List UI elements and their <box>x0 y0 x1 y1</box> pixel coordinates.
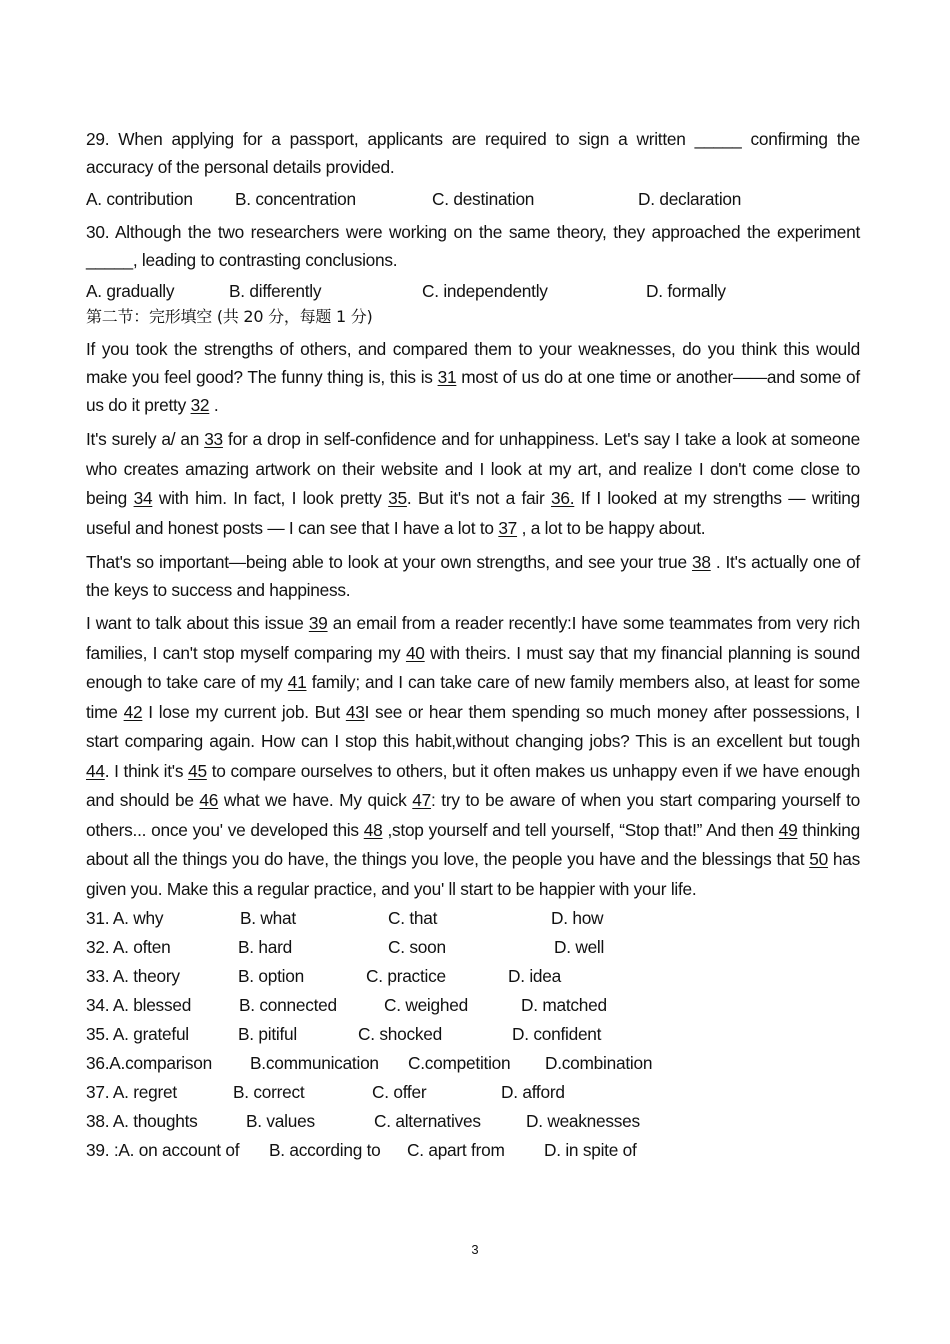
passage-text: That's so important—being able to look at your own strengths, and see your true <box>86 552 687 572</box>
option-37-c: C. offer <box>372 1082 427 1102</box>
passage-paragraph-2 <box>86 425 860 543</box>
passage-text: I want to talk about this issue <box>86 613 304 633</box>
blank-41: 41 <box>287 672 307 692</box>
option-31-c: C. that <box>388 908 438 928</box>
option-33-b: B. option <box>238 966 304 986</box>
options-35 <box>86 1020 860 1049</box>
passage-text: I see or hear them spending so much money after possessions, I start comparing again. How can I stop this habit,without changing jobs? This is an excellent but tough <box>86 701 860 751</box>
passage-text: . <box>213 395 219 415</box>
q30-option-d: D. formally <box>646 281 726 301</box>
blank-35: 35 <box>388 488 407 508</box>
option-38-a: 38. A. thoughts <box>86 1111 198 1131</box>
q29-options <box>86 186 860 213</box>
option-34-d: D. matched <box>521 995 607 1015</box>
option-35-c: C. shocked <box>358 1024 442 1044</box>
option-32-a: 32. A. often <box>86 937 171 957</box>
passage-text: an email from a reader recently:I have some teammates from very rich families, I can't stop myself comparing my <box>86 613 860 663</box>
blank-31: 31 <box>437 367 457 387</box>
option-38-b: B. values <box>246 1111 315 1131</box>
option-33-d: D. idea <box>508 966 562 986</box>
option-36-a: 36.A.comparison <box>86 1053 212 1073</box>
option-39-d: D. in spite of <box>544 1140 637 1160</box>
blank-33: 33 <box>204 429 223 449</box>
passage-text: , a lot to be happy about. <box>521 517 706 538</box>
q29-option-c: C. destination <box>432 189 535 209</box>
blank-48: 48 <box>363 819 383 840</box>
blank-40: 40 <box>405 642 425 663</box>
passage-text: . But it's not a fair <box>406 488 545 508</box>
exam-page <box>86 126 860 1165</box>
option-31-d: D. how <box>551 908 604 928</box>
blank-38: 38 <box>691 552 711 572</box>
passage-text: with theirs. I must say that my financial planning is sound enough to take care of my <box>86 642 860 692</box>
q30-option-a: A. gradually <box>86 281 175 301</box>
blank-47: 47 <box>412 790 432 810</box>
blank-46: 46 <box>199 790 219 810</box>
passage-text: If you took the strengths of others, and compared them to your weaknesses, do you think this would make you feel good? The funny thing is, this is <box>86 339 860 387</box>
blank-37: 37 <box>498 517 518 538</box>
question-30 <box>86 219 860 274</box>
option-34-c: C. weighed <box>384 995 468 1015</box>
option-31-b: B. what <box>240 908 296 928</box>
option-37-b: B. correct <box>233 1082 305 1102</box>
q30-blank: _____ <box>86 249 133 270</box>
option-33-c: C. practice <box>366 966 446 986</box>
options-33 <box>86 962 860 991</box>
q29-option-d: D. declaration <box>638 189 742 209</box>
options-32 <box>86 933 860 962</box>
blank-32: 32 <box>190 395 210 415</box>
blank-42: 42 <box>123 701 143 722</box>
q30-option-c: C. independently <box>422 281 548 301</box>
blank-50: 50 <box>809 849 828 869</box>
option-37-d: D. afford <box>501 1082 565 1102</box>
passage-text: thinking about all the things you do have, the things you love, the people you have and the blessings that <box>86 819 860 869</box>
passage-text: most of us do at one time or another——and some of us do it pretty <box>86 367 860 415</box>
passage-text: : try to be aware of when you start comparing yourself to others... once you' ve developed this <box>86 790 860 840</box>
question-29 <box>86 126 860 181</box>
q29-option-b: B. concentration <box>235 189 356 209</box>
options-34 <box>86 991 860 1020</box>
option-32-b: B. hard <box>238 937 292 957</box>
option-36-b: B.communication <box>250 1053 379 1073</box>
q29-stem: 29. When applying for a passport, applicants are required to sign a written <box>86 129 686 149</box>
option-35-a: 35. A. grateful <box>86 1024 189 1044</box>
passage-paragraph-1 <box>86 335 860 419</box>
passage-text: If I looked at my strengths — writing useful and honest posts — I can see that I have a lot to <box>86 488 861 538</box>
q29-stem-end: confirming the accuracy of the personal details provided. <box>86 129 860 177</box>
page-number: 3 <box>471 1242 479 1257</box>
option-35-b: B. pitiful <box>238 1024 297 1044</box>
options-37 <box>86 1078 860 1107</box>
passage-text: to compare ourselves to others, but it often makes us unhappy even if we have enough and should be <box>86 760 860 810</box>
option-32-d: D. well <box>554 937 605 957</box>
option-38-c: C. alternatives <box>374 1111 481 1131</box>
option-34-a: 34. A. blessed <box>86 995 192 1015</box>
passage-text: what we have. My quick <box>223 790 407 810</box>
passage-text: ,stop yourself and tell yourself, “Stop that!” And then <box>387 819 774 840</box>
option-32-c: C. soon <box>388 937 446 957</box>
passage-text: has given you. Make this a regular practice, and you' ll start to be happier with your life. <box>86 849 860 899</box>
options-38 <box>86 1107 860 1136</box>
option-38-d: D. weaknesses <box>526 1111 640 1131</box>
option-35-d: D. confident <box>512 1024 602 1044</box>
passage-paragraph-4 <box>86 609 860 904</box>
blank-43: 43 <box>345 701 365 722</box>
options-36 <box>86 1049 860 1078</box>
q30-option-b: B. differently <box>229 281 322 301</box>
option-39-b: B. according to <box>269 1140 381 1160</box>
option-39-a: 39. :A. on account of <box>86 1140 240 1160</box>
option-31-a: 31. A. why <box>86 908 164 928</box>
passage-text: It's surely a/ an <box>86 429 200 449</box>
option-33-a: 33. A. theory <box>86 966 180 986</box>
options-31 <box>86 904 860 933</box>
passage-text: for a drop in self-confidence and for unhappiness. Let's say I take a look at someone who creates amazing artwork on their website and I look at my art, and realize I don't come close to being <box>86 429 860 508</box>
q29-blank: _____ <box>694 129 742 149</box>
option-34-b: B. connected <box>239 995 337 1015</box>
section-title: 第二节：完形填空 (共 20 分，每题 1 分) <box>86 307 373 326</box>
passage-text: . I think it's <box>104 760 184 781</box>
q29-option-a: A. contribution <box>86 189 193 209</box>
q30-options <box>86 278 860 305</box>
blank-34: 34 <box>133 488 153 508</box>
passage-text: I lose my current job. But <box>148 701 340 722</box>
blank-44: 44 <box>86 760 105 781</box>
passage-text: . It's actually one of the keys to success and happiness. <box>86 552 860 600</box>
blank-39: 39 <box>308 613 328 633</box>
q30-stem: 30. Although the two researchers were working on the same theory, they approached the experiment <box>86 222 860 242</box>
option-36-c: C.competition <box>408 1053 511 1073</box>
options-39 <box>86 1136 860 1165</box>
option-37-a: 37. A. regret <box>86 1082 177 1102</box>
q30-stem-end: , leading to contrasting conclusions. <box>132 249 398 270</box>
passage-paragraph-3 <box>86 549 860 604</box>
blank-45: 45 <box>188 760 207 781</box>
passage-text: with him. In fact, I look pretty <box>158 488 382 508</box>
blank-49: 49 <box>778 819 798 840</box>
option-39-c: C. apart from <box>407 1140 505 1160</box>
passage-text: family; and I can take care of new family members also, at least for some time <box>86 672 860 722</box>
blank-36: 36. <box>551 488 575 508</box>
option-36-d: D.combination <box>545 1053 653 1073</box>
